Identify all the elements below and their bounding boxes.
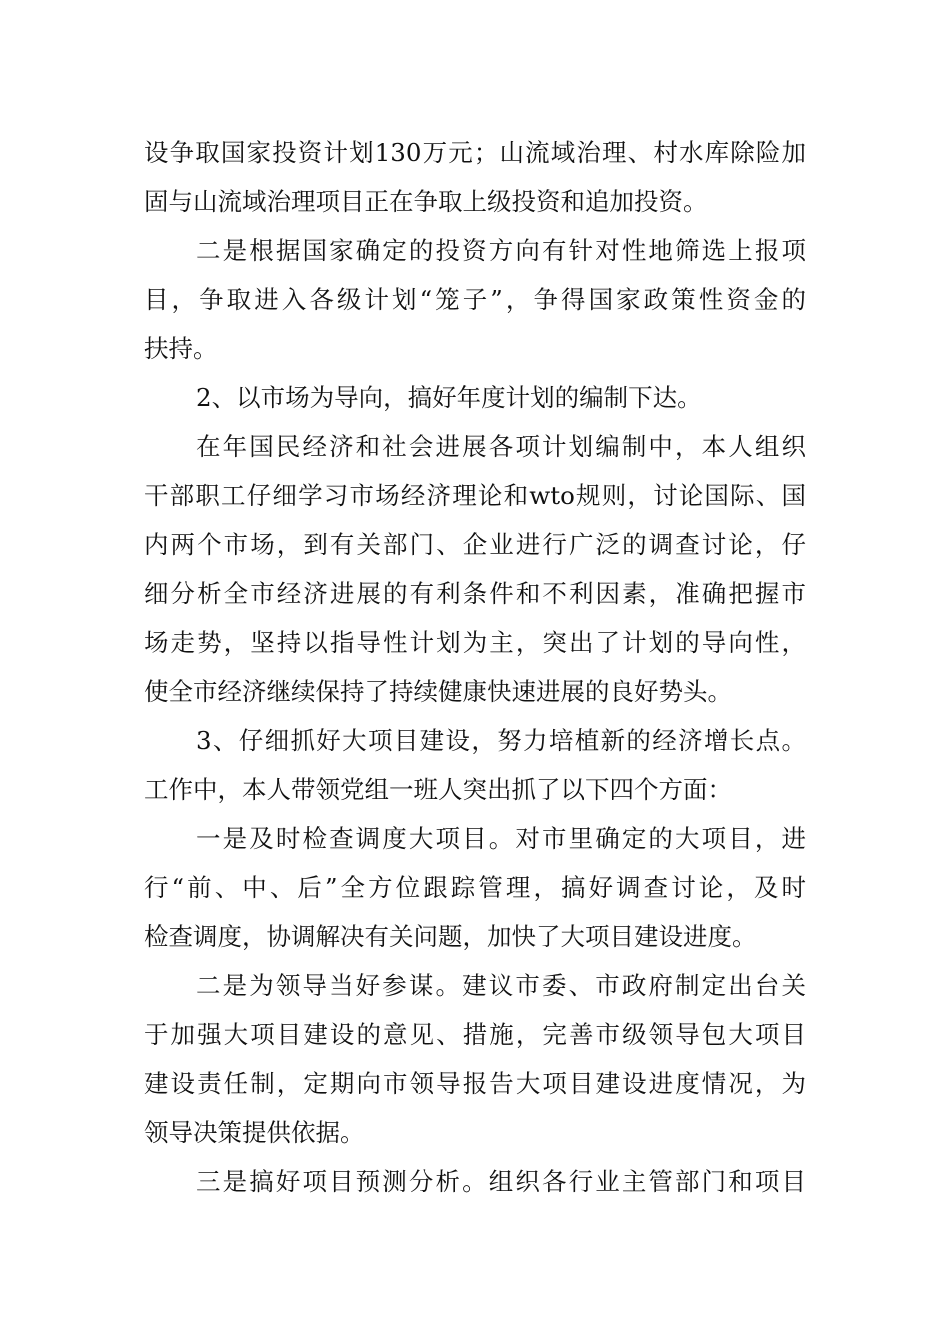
text-line: 检查调度，协调解决有关问题，加快了大项目建设进度。 [144, 922, 757, 951]
text-line: 设争取国家投资计划130万元；山流域治理、村水库除险加 [144, 138, 806, 167]
section-heading-line: 2、以市场为导向，搞好年度计划的编制下达。 [196, 383, 702, 412]
paragraph-start-line: 二是为领导当好参谋。建议市委、市政府制定出台关 [196, 971, 806, 1000]
text-line: 细分析全市经济进展的有利条件和不利因素，准确把握市 [144, 579, 806, 608]
text-line: 工作中，本人带领党组一班人突出抓了以下四个方面： [144, 775, 732, 804]
text-line: 使全市经济继续保持了持续健康快速进展的良好势头。 [144, 677, 732, 706]
text-line: 场走势，坚持以指导性计划为主，突出了计划的导向性， [144, 628, 806, 657]
text-line: 干部职工仔细学习市场经济理论和wto规则，讨论国际、国 [144, 481, 806, 510]
text-line: 行“前、中、后”全方位跟踪管理，搞好调查讨论，及时 [144, 873, 806, 902]
paragraph-start-line: 三是搞好项目预测分析。组织各行业主管部门和项目 [196, 1167, 806, 1196]
text-line: 建设责任制，定期向市领导报告大项目建设进度情况，为 [144, 1069, 806, 1098]
text-line: 领导决策提供依据。 [144, 1118, 365, 1147]
text-line: 于加强大项目建设的意见、措施，完善市级领导包大项目 [144, 1020, 806, 1049]
section-heading-line: 3、仔细抓好大项目建设，努力培植新的经济增长点。 [196, 726, 806, 755]
paragraph-start-line: 二是根据国家确定的投资方向有针对性地筛选上报项 [196, 236, 806, 265]
paragraph-start-line: 一是及时检查调度大项目。对市里确定的大项目，进 [196, 824, 806, 853]
paragraph-start-line: 在年国民经济和社会进展各项计划编制中，本人组织 [196, 432, 806, 461]
text-line: 目，争取进入各级计划“笼子”，争得国家政策性资金的 [144, 285, 806, 314]
body-text [144, 128, 806, 1206]
text-line: 内两个市场，到有关部门、企业进行广泛的调查讨论，仔 [144, 530, 806, 559]
text-line: 扶持。 [144, 334, 218, 363]
text-line: 固与山流域治理项目正在争取上级投资和追加投资。 [144, 187, 708, 216]
